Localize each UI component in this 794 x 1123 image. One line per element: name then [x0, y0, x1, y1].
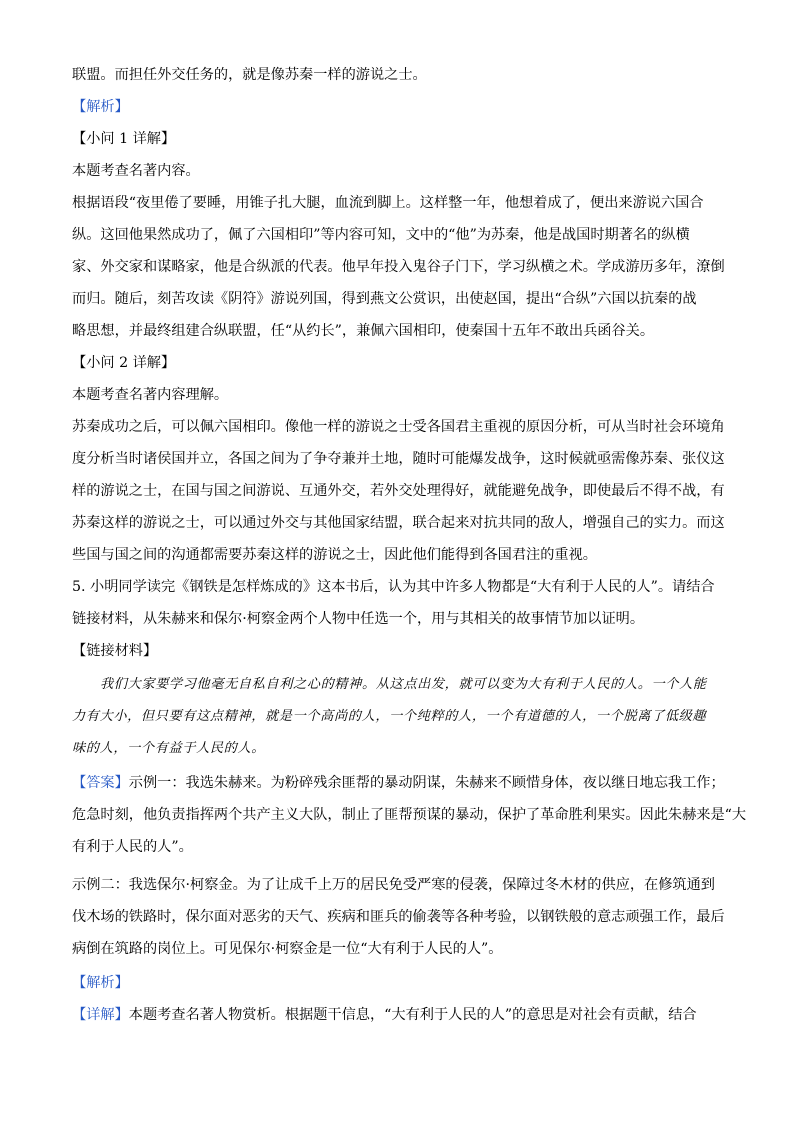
answer-text: 示例一：我选朱赫来。为粉碎残余匪帮的暴动阴谋，朱赫来不顾惜身体，夜以继日地忘我工作； [128, 775, 725, 791]
paragraph-line: 伐木场的铁路时，保尔面对恶劣的天气、疾病和匪兵的偷袭等各种考验，以钢铁般的意志顽强工作，最后 [72, 909, 725, 925]
paragraph-line: 样的游说之士，在国与国之间游说、互通外交，若外交处理得好，就能避免战争，即使最后不得不战，有 [72, 483, 725, 499]
paragraph-line: 根据语段“夜里倦了要睡，用锥子扎大腿，血流到脚上。这样整一年，他想着成了，便出来游说六国合 [72, 195, 704, 211]
answer-label: 【答案】 [72, 775, 129, 791]
quote-line: 味的人，一个有益于人民的人。 [72, 741, 266, 756]
paragraph-line: 联盟。而担任外交任务的，就是像苏秦一样的游说之士。 [72, 67, 427, 83]
paragraph-line: 家、外交家和谋略家，他是合纵派的代表。他早年投入鬼谷子门下，学习纵横之术。学成游历多年，潦倒 [72, 259, 725, 275]
detail-text: 本题考查名著人物赏析。根据题干信息，“大有利于人民的人”的意思是对社会有贡献，结合 [128, 1007, 697, 1023]
quote-line: 我们大家要学习他毫无自私自利之心的精神。从这点出发，就可以变为大有利于人民的人。一个人能 [100, 677, 707, 692]
detail-line [72, 1004, 697, 1026]
link-material-heading: 【链接材料】 [72, 643, 158, 659]
paragraph-line: 度分析当时诸侯国并立，各国之间为了争夺兼并土地，随时可能爆发战争，这时候就亟需像苏秦、张仪这 [72, 451, 725, 467]
subquestion-2-heading: 【小问 2 详解】 [72, 355, 176, 371]
quote-line: 力有大小，但只要有这点精神，就是一个高尚的人，一个纯粹的人，一个有道德的人，一个脱离了低级趣 [72, 709, 707, 724]
paragraph-line: 病倒在筑路的岗位上。可见保尔·柯察金是一位“大有利于人民的人”。 [72, 941, 503, 957]
paragraph-line: 纵。这回他果然成功了，佩了六国相印”等内容可知，文中的“他”为苏秦，他是战国时期著名的纵横 [72, 227, 690, 243]
paragraph-line: 苏秦这样的游说之士，可以通过外交与其他国家结盟，联合起来对抗共同的敌人，增强自己的实力。而这 [72, 515, 725, 531]
answer-line [72, 772, 725, 794]
analysis-heading: 【解析】 [72, 99, 129, 115]
paragraph-line: 些国与国之间的沟通都需要苏秦这样的游说之士，因此他们能得到各国君注的重视。 [72, 547, 597, 563]
paragraph-line: 本题考查名著内容。 [72, 163, 200, 179]
subquestion-1-heading: 【小问 1 详解】 [72, 131, 176, 147]
paragraph-line: 示例二：我选保尔·柯察金。为了让成千上万的居民免受严寒的侵袭，保障过冬木材的供应，在修筑通到 [72, 877, 715, 893]
paragraph-line: 而归。随后，刻苦攻读《阴符》游说列国，得到燕文公赏识，出使赵国，提出“合纵”六国以抗秦的战 [72, 291, 697, 307]
paragraph-line: 有利于人民的人”。 [72, 839, 193, 855]
detail-label: 【详解】 [72, 1007, 129, 1023]
question-5-line: 链接材料，从朱赫来和保尔·柯察金两个人物中任选一个，用与其相关的故事情节加以证明。 [72, 611, 645, 627]
paragraph-line: 危急时刻，他负责指挥两个共产主义大队，制止了匪帮预谋的暴动，保护了革命胜利果实。因此朱赫来是“大 [72, 807, 747, 823]
question-5-line: 5. 小明同学读完《钢铁是怎样炼成的》这本书后，认为其中许多人物都是“大有利于人民的人”。请结合 [72, 579, 715, 595]
analysis-heading: 【解析】 [72, 975, 129, 991]
paragraph-line: 略思想，并最终组建合纵联盟，任“从约长”，兼佩六国相印，使秦国十五年不敢出兵函谷关。 [72, 323, 655, 339]
paragraph-line: 苏秦成功之后，可以佩六国相印。像他一样的游说之士受各国君主重视的原因分析，可从当时社会环境角 [72, 419, 725, 435]
paragraph-line: 本题考查名著内容理解。 [72, 387, 229, 403]
